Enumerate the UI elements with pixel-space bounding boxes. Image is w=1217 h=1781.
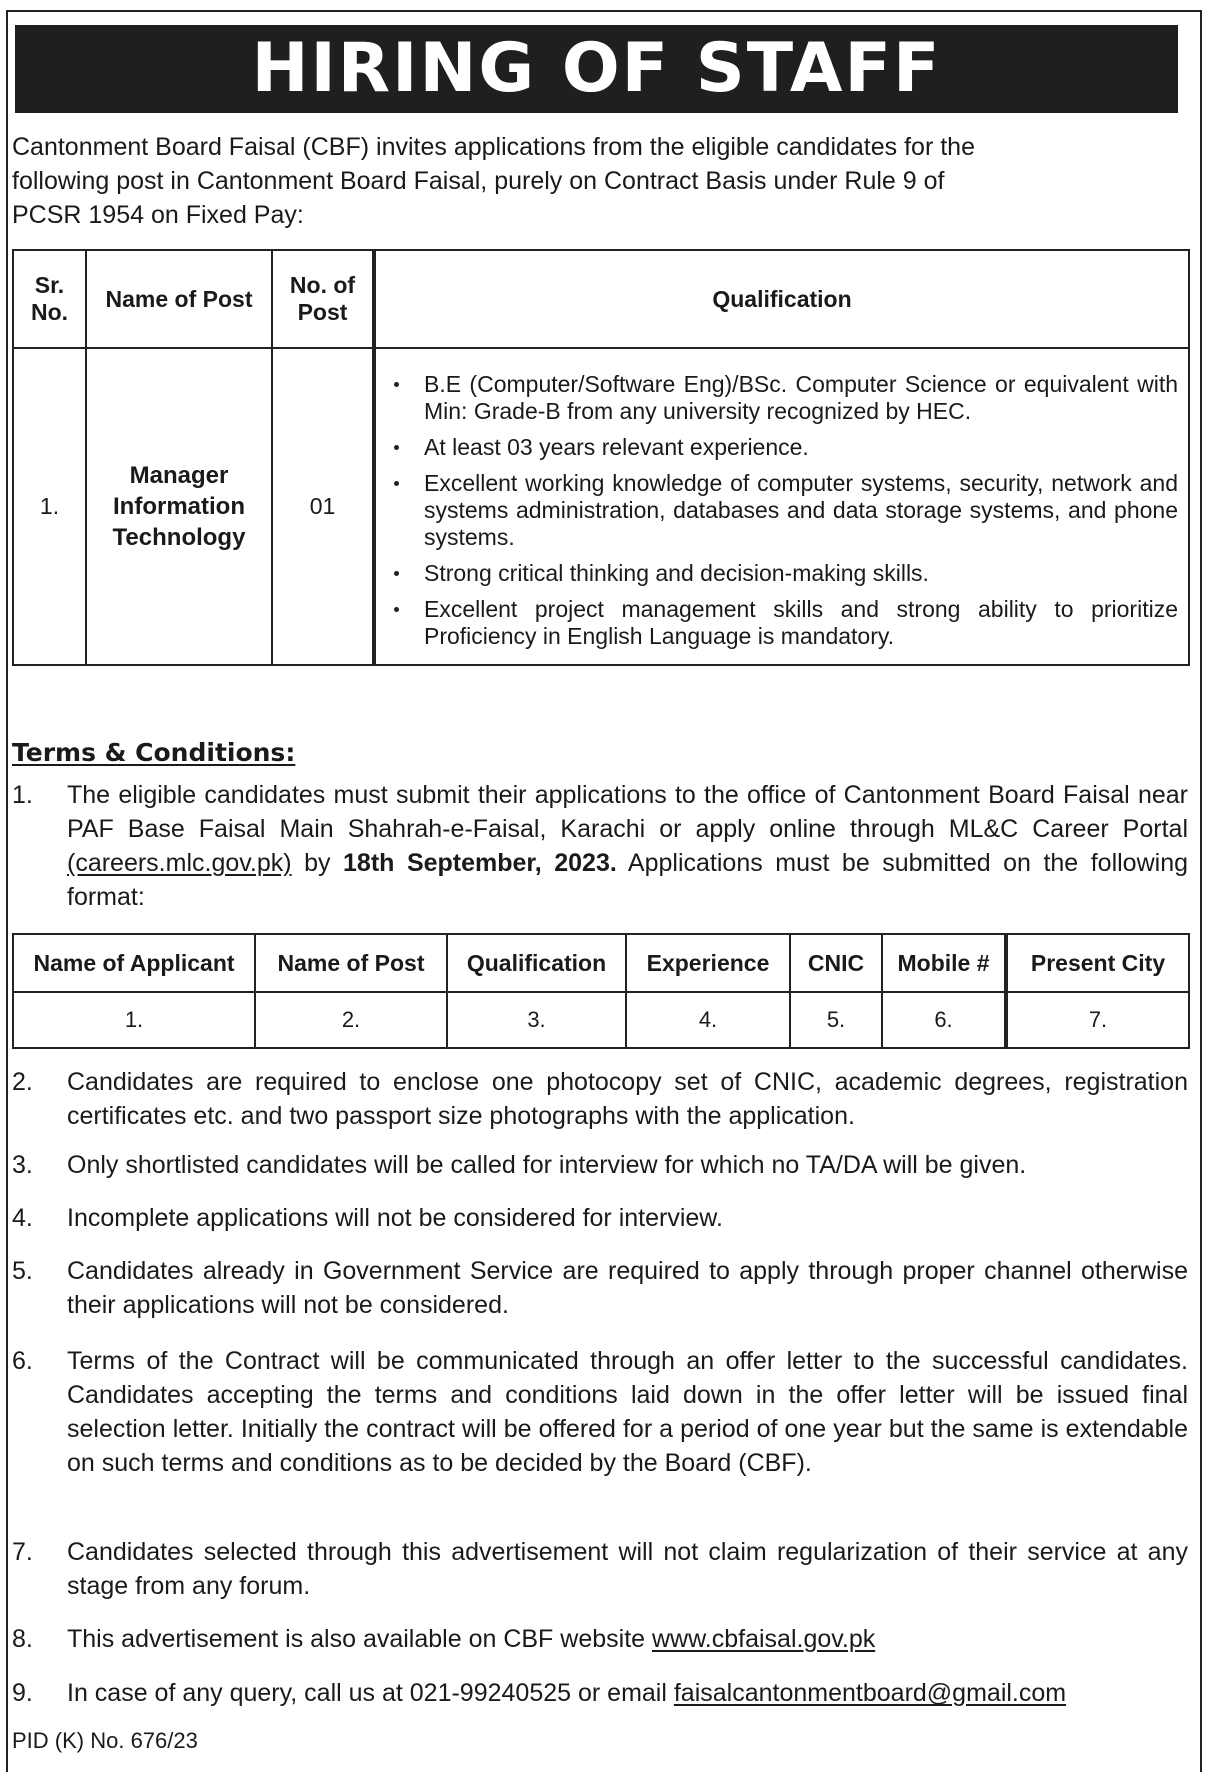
format-header: Mobile # xyxy=(882,934,1006,992)
post-count: 01 xyxy=(272,348,374,665)
term-number: 6. xyxy=(12,1347,33,1375)
post-table-header-row xyxy=(13,250,1189,348)
term-item xyxy=(12,778,1188,914)
term-text: Incomplete applications will not be considered for interview. xyxy=(67,1204,723,1232)
term-item xyxy=(12,1344,1188,1480)
format-cell: 6. xyxy=(882,992,1006,1048)
term-number: 8. xyxy=(12,1625,33,1653)
term-item xyxy=(12,1254,1188,1322)
format-cell: 5. xyxy=(790,992,882,1048)
term-text-part: This advertisement is also available on CBF website xyxy=(67,1625,652,1653)
post-table xyxy=(12,249,1190,666)
format-header-row xyxy=(13,934,1189,992)
term-item xyxy=(12,1676,1188,1710)
term-number: 2. xyxy=(12,1068,33,1096)
post-sr-no: 1. xyxy=(13,348,86,665)
format-cell: 1. xyxy=(13,992,255,1048)
term-number: 5. xyxy=(12,1257,33,1285)
format-cell: 7. xyxy=(1006,992,1189,1048)
qualification-list xyxy=(376,349,1188,664)
table-row xyxy=(13,348,1189,665)
format-cell: 2. xyxy=(255,992,447,1048)
format-cell: 4. xyxy=(626,992,790,1048)
list-item: Strong critical thinking and decision-making skills. xyxy=(388,560,1178,587)
list-item: Excellent project management skills and strong ability to prioritize Proficiency in English Language is mandatory. xyxy=(388,596,1178,650)
careers-portal-link[interactable]: (careers.mlc.gov.pk) xyxy=(67,849,292,877)
list-item: Excellent working knowledge of computer systems, security, network and systems administration, databases and data storage systems, and phone systems. xyxy=(388,470,1178,551)
cbf-website-link[interactable]: www.cbfaisal.gov.pk xyxy=(652,1625,876,1653)
format-header: Experience xyxy=(626,934,790,992)
header-sr-no: Sr. No. xyxy=(13,250,86,348)
intro-line: PCSR 1954 on Fixed Pay: xyxy=(12,201,304,229)
term-number: 7. xyxy=(12,1538,33,1566)
table-row xyxy=(13,992,1189,1048)
format-header: Present City xyxy=(1006,934,1189,992)
term-item xyxy=(12,1065,1188,1133)
intro-line: Cantonment Board Faisal (CBF) invites applications from the eligible candidates for the xyxy=(12,133,975,161)
post-name: Manager Information Technology xyxy=(86,348,272,665)
intro-line: following post in Cantonment Board Faisal, purely on Contract Basis under Rule 9 of xyxy=(12,167,945,195)
format-header: Qualification xyxy=(447,934,626,992)
intro-paragraph xyxy=(12,130,1188,232)
term-item xyxy=(12,1622,1188,1656)
page-title: HIRING OF STAFF xyxy=(15,25,1178,113)
term-text xyxy=(67,1622,1188,1656)
term-text: Candidates selected through this advertisement will not claim regularization of their service at any stage from any forum. xyxy=(67,1538,1188,1600)
format-header: CNIC xyxy=(790,934,882,992)
list-item: B.E (Computer/Software Eng)/BSc. Computer Science or equivalent with Min: Grade-B from any university recognized by HEC. xyxy=(388,371,1178,425)
contact-email-link[interactable]: faisalcantonmentboard@gmail.com xyxy=(673,1679,1067,1707)
application-format-table xyxy=(12,933,1190,1049)
term-item xyxy=(12,1535,1188,1603)
header-no-of-post: No. of Post xyxy=(272,250,374,348)
term-text: Candidates are required to enclose one photocopy set of CNIC, academic degrees, registration certificates etc. and two passport size photographs with the application. xyxy=(67,1068,1188,1130)
term-number: 9. xyxy=(12,1679,33,1707)
term-number: 1. xyxy=(12,781,33,809)
deadline-date: 18th September, 2023. xyxy=(343,849,617,877)
term-text-part: In case of any query, call us at 021-99240525 or email xyxy=(67,1679,674,1707)
format-cell: 3. xyxy=(447,992,626,1048)
term-text-part: The eligible candidates must submit their applications to the office of Cantonment Board Faisal near PAF Base Faisal Main Shahrah-e-Faisal, Karachi or apply online through ML&C Career Portal xyxy=(67,781,1188,843)
term-text: Terms of the Contract will be communicated through an offer letter to the successful candidates. Candidates accepting the terms and conditions laid down in the offer letter will be issued final selection letter. Initially the contract will be offered for a period of one year but the same is extendable on such terms and conditions as to be decided by the Board (CBF). xyxy=(67,1347,1188,1477)
format-header: Name of Post xyxy=(255,934,447,992)
header-name-of-post: Name of Post xyxy=(86,250,272,348)
term-item xyxy=(12,1201,1188,1235)
term-text xyxy=(67,1676,1188,1710)
term-text: Candidates already in Government Service are required to apply through proper channel otherwise their applications will not be considered. xyxy=(67,1257,1188,1319)
term-item xyxy=(12,1148,1188,1182)
pid-number: PID (K) No. 676/23 xyxy=(12,1728,198,1753)
format-header: Name of Applicant xyxy=(13,934,255,992)
term-number: 3. xyxy=(12,1151,33,1179)
term-number: 4. xyxy=(12,1204,33,1232)
term-text-part: by xyxy=(291,849,344,877)
term-text-part: Applications must be submitted on the following format: xyxy=(67,849,1188,911)
terms-heading: Terms & Conditions: xyxy=(12,738,296,767)
term-text: Only shortlisted candidates will be called for interview for which no TA/DA will be given. xyxy=(67,1151,1027,1179)
header-qualification: Qualification xyxy=(374,250,1189,348)
post-qualifications xyxy=(374,348,1189,665)
term-text xyxy=(67,778,1188,914)
list-item: At least 03 years relevant experience. xyxy=(388,434,1178,461)
